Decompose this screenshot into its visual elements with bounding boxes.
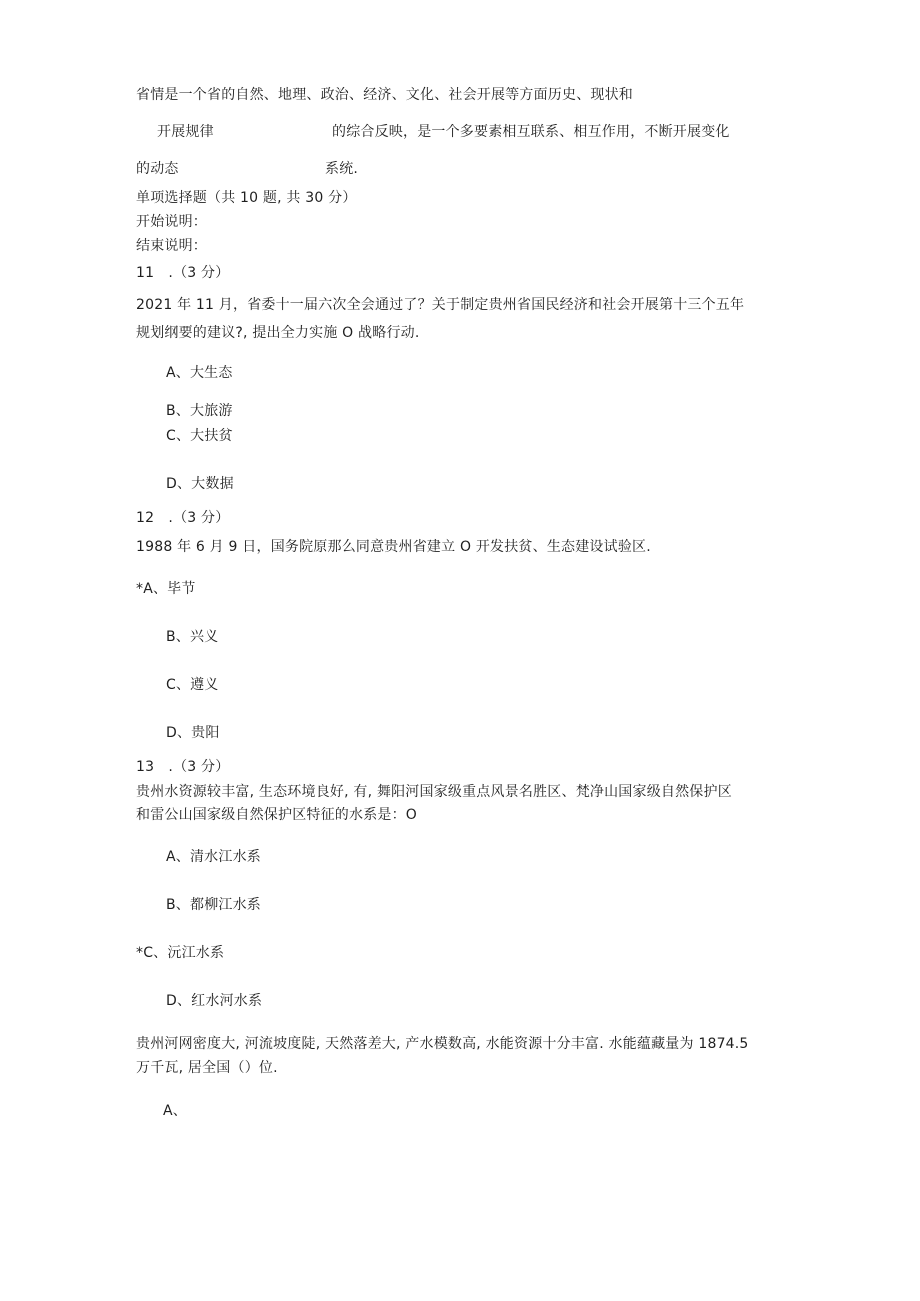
- option-d: D、贵阳: [166, 725, 220, 741]
- question-text: 1988 年 6 月 9 日，国务院原那么同意贵州省建立 O 开发扶贫、生态建设试验区.: [136, 539, 651, 555]
- intro-line-1: 省情是一个省的自然、地理、政治、经济、文化、社会开展等方面历史、现状和: [136, 87, 633, 103]
- question-text: 万千瓦, 居全国（）位.: [136, 1060, 278, 1076]
- question-header: 13 .（3 分）: [136, 759, 230, 775]
- question-text: 规划纲要的建议?, 提出全力实施 O 战略行动.: [136, 325, 420, 341]
- option-a: A、: [163, 1103, 187, 1119]
- intro-line-2a: 开展规律: [157, 124, 214, 140]
- question-header: 12 .（3 分）: [136, 510, 230, 526]
- question-text: 贵州水资源较丰富, 生态环境良好, 有, 舞阳河国家级重点风景名胜区、梵净山国家级自然保护区: [136, 784, 732, 800]
- intro-line-3a: 的动态: [136, 161, 179, 177]
- section-title: 单项选择题（共 10 题, 共 30 分）: [136, 190, 357, 206]
- option-d: D、大数据: [166, 476, 234, 492]
- option-a: A、清水江水系: [166, 849, 261, 865]
- option-a: A、大生态: [166, 365, 233, 381]
- intro-line-3b: 系统.: [325, 161, 359, 177]
- option-b: B、都柳江水系: [166, 897, 262, 913]
- option-a-selected: *A、毕节: [136, 581, 196, 597]
- question-header: 11 .（3 分）: [136, 265, 230, 281]
- question-text: 贵州河网密度大, 河流坡度陡, 天然落差大, 产水模数高, 水能资源十分丰富. 水能蕴藏量为 1874.5: [136, 1036, 749, 1052]
- option-c: C、遵义: [166, 677, 219, 693]
- start-note: 开始说明：: [136, 214, 207, 230]
- intro-line-2b: 的综合反映，是一个多要素相互联系、相互作用，不断开展变化: [332, 124, 730, 140]
- option-c-selected: *C、沅江水系: [136, 945, 225, 961]
- question-text: 2021 年 11 月，省委十一届六次全会通过了？关于制定贵州省国民经济和社会开展第十三个五年: [136, 297, 745, 313]
- question-text: 和雷公山国家级自然保护区特征的水系是：O: [136, 807, 418, 823]
- option-d: D、红水河水系: [166, 993, 263, 1009]
- end-note: 结束说明：: [136, 238, 207, 254]
- option-b: B、大旅游: [166, 403, 233, 419]
- option-b: B、兴义: [166, 629, 219, 645]
- option-c: C、大扶贫: [166, 428, 233, 444]
